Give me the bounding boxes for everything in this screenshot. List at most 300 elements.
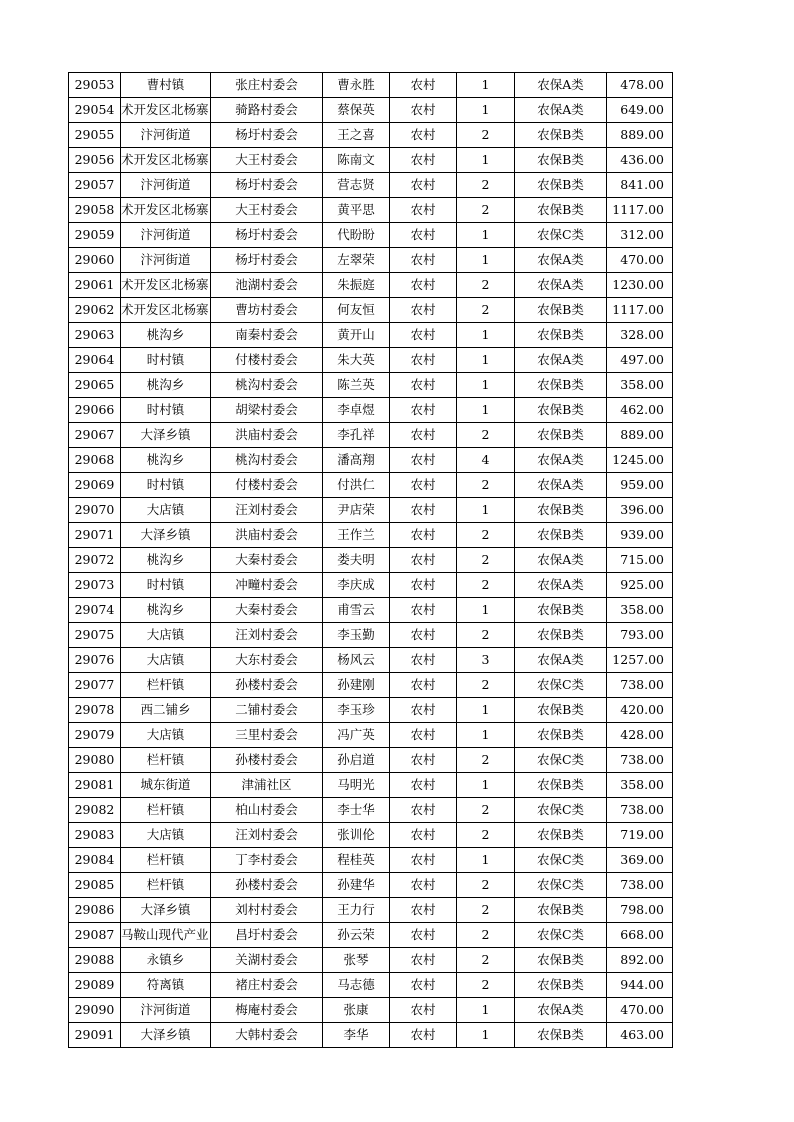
row-id-cell: 29066 [69, 398, 121, 423]
amount-cell: 428.00 [607, 723, 673, 748]
person-name-cell: 朱振庭 [323, 273, 390, 298]
village-cell: 冲疃村委会 [211, 573, 323, 598]
table-row [69, 473, 673, 498]
person-name-cell: 孙建华 [323, 873, 390, 898]
town-cell: 时村镇 [121, 573, 211, 598]
row-id-cell: 29090 [69, 998, 121, 1023]
area-type-cell: 农村 [390, 198, 457, 223]
village-cell: 汪刘村委会 [211, 623, 323, 648]
insurance-class-cell: 农保B类 [515, 723, 607, 748]
insurance-class-cell: 农保A类 [515, 248, 607, 273]
amount-cell: 1117.00 [607, 198, 673, 223]
amount-cell: 1117.00 [607, 298, 673, 323]
row-id-cell: 29069 [69, 473, 121, 498]
village-cell: 大王村委会 [211, 198, 323, 223]
insurance-class-cell: 农保C类 [515, 748, 607, 773]
person-name-cell: 曹永胜 [323, 73, 390, 98]
town-cell: 大泽乡镇 [121, 1023, 211, 1048]
table-row [69, 98, 673, 123]
insurance-class-cell: 农保B类 [515, 498, 607, 523]
area-type-cell: 农村 [390, 623, 457, 648]
table-row [69, 73, 673, 98]
table-row [69, 823, 673, 848]
household-count-cell: 1 [457, 223, 515, 248]
town-cell: 桃沟乡 [121, 548, 211, 573]
amount-cell: 1257.00 [607, 648, 673, 673]
household-count-cell: 2 [457, 298, 515, 323]
table-row [69, 148, 673, 173]
household-count-cell: 1 [457, 1023, 515, 1048]
row-id-cell: 29075 [69, 623, 121, 648]
row-id-cell: 29088 [69, 948, 121, 973]
town-cell: 大店镇 [121, 498, 211, 523]
area-type-cell: 农村 [390, 373, 457, 398]
area-type-cell: 农村 [390, 223, 457, 248]
area-type-cell: 农村 [390, 773, 457, 798]
row-id-cell: 29063 [69, 323, 121, 348]
insurance-class-cell: 农保B类 [515, 298, 607, 323]
household-count-cell: 1 [457, 323, 515, 348]
insurance-class-cell: 农保B类 [515, 323, 607, 348]
person-name-cell: 孙云荣 [323, 923, 390, 948]
village-cell: 大王村委会 [211, 148, 323, 173]
town-cell: 城东街道 [121, 773, 211, 798]
person-name-cell: 付洪仁 [323, 473, 390, 498]
amount-cell: 959.00 [607, 473, 673, 498]
household-count-cell: 2 [457, 423, 515, 448]
insurance-class-cell: 农保B类 [515, 598, 607, 623]
area-type-cell: 农村 [390, 973, 457, 998]
row-id-cell: 29071 [69, 523, 121, 548]
person-name-cell: 尹店荣 [323, 498, 390, 523]
area-type-cell: 农村 [390, 923, 457, 948]
insurance-class-cell: 农保C类 [515, 873, 607, 898]
village-cell: 孙楼村委会 [211, 873, 323, 898]
household-count-cell: 2 [457, 748, 515, 773]
amount-cell: 738.00 [607, 798, 673, 823]
insurance-class-cell: 农保C类 [515, 223, 607, 248]
area-type-cell: 农村 [390, 798, 457, 823]
person-name-cell: 陈兰英 [323, 373, 390, 398]
table-row [69, 873, 673, 898]
person-name-cell: 潘高翔 [323, 448, 390, 473]
area-type-cell: 农村 [390, 698, 457, 723]
area-type-cell: 农村 [390, 323, 457, 348]
town-cell: 时村镇 [121, 473, 211, 498]
table-row [69, 848, 673, 873]
household-count-cell: 2 [457, 473, 515, 498]
person-name-cell: 程桂英 [323, 848, 390, 873]
village-cell: 杨圩村委会 [211, 123, 323, 148]
town-cell: 汴河街道 [121, 998, 211, 1023]
insurance-class-cell: 农保B类 [515, 1023, 607, 1048]
row-id-cell: 29084 [69, 848, 121, 873]
insurance-class-cell: 农保A类 [515, 448, 607, 473]
person-name-cell: 左翠荣 [323, 248, 390, 273]
person-name-cell: 黄开山 [323, 323, 390, 348]
village-cell: 胡梁村委会 [211, 398, 323, 423]
table-row [69, 198, 673, 223]
amount-cell: 328.00 [607, 323, 673, 348]
amount-cell: 738.00 [607, 873, 673, 898]
area-type-cell: 农村 [390, 498, 457, 523]
household-count-cell: 1 [457, 398, 515, 423]
household-count-cell: 2 [457, 548, 515, 573]
person-name-cell: 马明光 [323, 773, 390, 798]
town-cell: 栏杆镇 [121, 873, 211, 898]
insurance-class-cell: 农保B类 [515, 898, 607, 923]
person-name-cell: 王力行 [323, 898, 390, 923]
area-type-cell: 农村 [390, 948, 457, 973]
village-cell: 桃沟村委会 [211, 373, 323, 398]
household-count-cell: 1 [457, 98, 515, 123]
village-cell: 梅庵村委会 [211, 998, 323, 1023]
town-cell: 栏杆镇 [121, 848, 211, 873]
area-type-cell: 农村 [390, 523, 457, 548]
amount-cell: 649.00 [607, 98, 673, 123]
row-id-cell: 29070 [69, 498, 121, 523]
amount-cell: 358.00 [607, 598, 673, 623]
table-row [69, 423, 673, 448]
row-id-cell: 29080 [69, 748, 121, 773]
insurance-class-cell: 农保C类 [515, 673, 607, 698]
area-type-cell: 农村 [390, 398, 457, 423]
insurance-class-cell: 农保A类 [515, 573, 607, 598]
area-type-cell: 农村 [390, 98, 457, 123]
town-cell: 大泽乡镇 [121, 523, 211, 548]
person-name-cell: 李玉珍 [323, 698, 390, 723]
table-body [69, 73, 673, 1048]
town-cell: 时村镇 [121, 348, 211, 373]
town-cell: 汴河街道 [121, 173, 211, 198]
row-id-cell: 29082 [69, 798, 121, 823]
row-id-cell: 29077 [69, 673, 121, 698]
row-id-cell: 29058 [69, 198, 121, 223]
table-row [69, 573, 673, 598]
insurance-class-cell: 农保A类 [515, 473, 607, 498]
town-cell: 汴河街道 [121, 123, 211, 148]
person-name-cell: 杨风云 [323, 648, 390, 673]
household-count-cell: 1 [457, 698, 515, 723]
area-type-cell: 农村 [390, 748, 457, 773]
village-cell: 刘村村委会 [211, 898, 323, 923]
person-name-cell: 孙建刚 [323, 673, 390, 698]
village-cell: 大秦村委会 [211, 598, 323, 623]
amount-cell: 1245.00 [607, 448, 673, 473]
household-count-cell: 2 [457, 123, 515, 148]
village-cell: 杨圩村委会 [211, 248, 323, 273]
household-count-cell: 1 [457, 498, 515, 523]
amount-cell: 719.00 [607, 823, 673, 848]
village-cell: 三里村委会 [211, 723, 323, 748]
town-cell: 术开发区北杨寨 [121, 273, 211, 298]
household-count-cell: 2 [457, 973, 515, 998]
household-count-cell: 2 [457, 173, 515, 198]
village-cell: 柏山村委会 [211, 798, 323, 823]
table-row [69, 173, 673, 198]
town-cell: 术开发区北杨寨 [121, 298, 211, 323]
table-row [69, 523, 673, 548]
row-id-cell: 29087 [69, 923, 121, 948]
insurance-class-cell: 农保C类 [515, 798, 607, 823]
amount-cell: 889.00 [607, 423, 673, 448]
row-id-cell: 29060 [69, 248, 121, 273]
table-row [69, 923, 673, 948]
insurance-class-cell: 农保A类 [515, 73, 607, 98]
insurance-class-cell: 农保B类 [515, 173, 607, 198]
person-name-cell: 营志贤 [323, 173, 390, 198]
town-cell: 汴河街道 [121, 223, 211, 248]
village-cell: 洪庙村委会 [211, 523, 323, 548]
household-count-cell: 1 [457, 723, 515, 748]
amount-cell: 841.00 [607, 173, 673, 198]
area-type-cell: 农村 [390, 173, 457, 198]
insurance-class-cell: 农保B类 [515, 423, 607, 448]
row-id-cell: 29068 [69, 448, 121, 473]
amount-cell: 889.00 [607, 123, 673, 148]
village-cell: 池湖村委会 [211, 273, 323, 298]
person-name-cell: 李玉勤 [323, 623, 390, 648]
household-count-cell: 2 [457, 573, 515, 598]
person-name-cell: 王作兰 [323, 523, 390, 548]
village-cell: 杨圩村委会 [211, 173, 323, 198]
town-cell: 时村镇 [121, 398, 211, 423]
town-cell: 大店镇 [121, 623, 211, 648]
row-id-cell: 29064 [69, 348, 121, 373]
table-row [69, 548, 673, 573]
area-type-cell: 农村 [390, 648, 457, 673]
household-count-cell: 2 [457, 523, 515, 548]
insurance-class-cell: 农保B类 [515, 698, 607, 723]
row-id-cell: 29059 [69, 223, 121, 248]
insurance-class-cell: 农保B类 [515, 823, 607, 848]
household-count-cell: 1 [457, 598, 515, 623]
area-type-cell: 农村 [390, 248, 457, 273]
table-row [69, 348, 673, 373]
village-cell: 大秦村委会 [211, 548, 323, 573]
row-id-cell: 29089 [69, 973, 121, 998]
village-cell: 南秦村委会 [211, 323, 323, 348]
town-cell: 术开发区北杨寨 [121, 148, 211, 173]
person-name-cell: 黄平思 [323, 198, 390, 223]
village-cell: 褚庄村委会 [211, 973, 323, 998]
amount-cell: 470.00 [607, 998, 673, 1023]
table-row [69, 398, 673, 423]
person-name-cell: 何友恒 [323, 298, 390, 323]
row-id-cell: 29079 [69, 723, 121, 748]
row-id-cell: 29073 [69, 573, 121, 598]
person-name-cell: 李庆成 [323, 573, 390, 598]
area-type-cell: 农村 [390, 1023, 457, 1048]
area-type-cell: 农村 [390, 73, 457, 98]
amount-cell: 470.00 [607, 248, 673, 273]
village-cell: 杨圩村委会 [211, 223, 323, 248]
person-name-cell: 朱大英 [323, 348, 390, 373]
household-count-cell: 2 [457, 673, 515, 698]
household-count-cell: 1 [457, 998, 515, 1023]
area-type-cell: 农村 [390, 848, 457, 873]
area-type-cell: 农村 [390, 473, 457, 498]
area-type-cell: 农村 [390, 273, 457, 298]
row-id-cell: 29062 [69, 298, 121, 323]
household-count-cell: 2 [457, 923, 515, 948]
amount-cell: 396.00 [607, 498, 673, 523]
household-count-cell: 2 [457, 273, 515, 298]
table-row [69, 973, 673, 998]
village-cell: 大韩村委会 [211, 1023, 323, 1048]
village-cell: 桃沟村委会 [211, 448, 323, 473]
row-id-cell: 29072 [69, 548, 121, 573]
town-cell: 马鞍山现代产业 [121, 923, 211, 948]
amount-cell: 420.00 [607, 698, 673, 723]
row-id-cell: 29065 [69, 373, 121, 398]
household-count-cell: 1 [457, 248, 515, 273]
area-type-cell: 农村 [390, 898, 457, 923]
town-cell: 桃沟乡 [121, 598, 211, 623]
row-id-cell: 29076 [69, 648, 121, 673]
table-row [69, 223, 673, 248]
table-row [69, 448, 673, 473]
row-id-cell: 29054 [69, 98, 121, 123]
person-name-cell: 马志德 [323, 973, 390, 998]
person-name-cell: 娄夫明 [323, 548, 390, 573]
area-type-cell: 农村 [390, 598, 457, 623]
area-type-cell: 农村 [390, 998, 457, 1023]
person-name-cell: 李卓煜 [323, 398, 390, 423]
village-cell: 关湖村委会 [211, 948, 323, 973]
insurance-class-cell: 农保B类 [515, 973, 607, 998]
person-name-cell: 张琴 [323, 948, 390, 973]
household-count-cell: 2 [457, 873, 515, 898]
person-name-cell: 冯广英 [323, 723, 390, 748]
table-row [69, 723, 673, 748]
town-cell: 术开发区北杨寨 [121, 98, 211, 123]
amount-cell: 798.00 [607, 898, 673, 923]
table-row [69, 498, 673, 523]
table-row [69, 273, 673, 298]
amount-cell: 925.00 [607, 573, 673, 598]
amount-cell: 668.00 [607, 923, 673, 948]
insurance-class-cell: 农保C类 [515, 923, 607, 948]
row-id-cell: 29078 [69, 698, 121, 723]
table-row [69, 748, 673, 773]
area-type-cell: 农村 [390, 348, 457, 373]
insurance-class-cell: 农保A类 [515, 998, 607, 1023]
table-row [69, 673, 673, 698]
amount-cell: 463.00 [607, 1023, 673, 1048]
household-count-cell: 1 [457, 148, 515, 173]
person-name-cell: 王之喜 [323, 123, 390, 148]
town-cell: 桃沟乡 [121, 448, 211, 473]
table-row [69, 798, 673, 823]
row-id-cell: 29055 [69, 123, 121, 148]
area-type-cell: 农村 [390, 723, 457, 748]
table-row [69, 773, 673, 798]
town-cell: 术开发区北杨寨 [121, 198, 211, 223]
amount-cell: 312.00 [607, 223, 673, 248]
insurance-class-cell: 农保B类 [515, 123, 607, 148]
row-id-cell: 29074 [69, 598, 121, 623]
insurance-class-cell: 农保A类 [515, 273, 607, 298]
person-name-cell: 李华 [323, 1023, 390, 1048]
household-count-cell: 3 [457, 648, 515, 673]
person-name-cell: 李士华 [323, 798, 390, 823]
row-id-cell: 29085 [69, 873, 121, 898]
insurance-class-cell: 农保C类 [515, 848, 607, 873]
village-cell: 骑路村委会 [211, 98, 323, 123]
person-name-cell: 甫雪云 [323, 598, 390, 623]
table-row [69, 698, 673, 723]
row-id-cell: 29083 [69, 823, 121, 848]
village-cell: 丁李村委会 [211, 848, 323, 873]
amount-cell: 497.00 [607, 348, 673, 373]
area-type-cell: 农村 [390, 873, 457, 898]
insurance-class-cell: 农保B类 [515, 623, 607, 648]
household-count-cell: 2 [457, 948, 515, 973]
town-cell: 大店镇 [121, 648, 211, 673]
village-cell: 孙楼村委会 [211, 673, 323, 698]
insurance-class-cell: 农保B类 [515, 373, 607, 398]
town-cell: 栏杆镇 [121, 798, 211, 823]
person-name-cell: 代盼盼 [323, 223, 390, 248]
town-cell: 永镇乡 [121, 948, 211, 973]
household-count-cell: 2 [457, 198, 515, 223]
table-row [69, 298, 673, 323]
amount-cell: 358.00 [607, 773, 673, 798]
row-id-cell: 29061 [69, 273, 121, 298]
household-count-cell: 4 [457, 448, 515, 473]
row-id-cell: 29086 [69, 898, 121, 923]
insurance-class-cell: 农保A类 [515, 648, 607, 673]
person-name-cell: 蔡保英 [323, 98, 390, 123]
amount-cell: 738.00 [607, 673, 673, 698]
table-row [69, 623, 673, 648]
town-cell: 栏杆镇 [121, 673, 211, 698]
household-count-cell: 2 [457, 623, 515, 648]
person-name-cell: 孙启道 [323, 748, 390, 773]
row-id-cell: 29091 [69, 1023, 121, 1048]
household-count-cell: 1 [457, 73, 515, 98]
insurance-class-cell: 农保A类 [515, 348, 607, 373]
insurance-class-cell: 农保B类 [515, 773, 607, 798]
village-cell: 昌圩村委会 [211, 923, 323, 948]
row-id-cell: 29067 [69, 423, 121, 448]
area-type-cell: 农村 [390, 423, 457, 448]
area-type-cell: 农村 [390, 298, 457, 323]
village-cell: 曹坊村委会 [211, 298, 323, 323]
town-cell: 曹村镇 [121, 73, 211, 98]
amount-cell: 1230.00 [607, 273, 673, 298]
table-row [69, 598, 673, 623]
row-id-cell: 29056 [69, 148, 121, 173]
area-type-cell: 农村 [390, 673, 457, 698]
amount-cell: 462.00 [607, 398, 673, 423]
amount-cell: 793.00 [607, 623, 673, 648]
village-cell: 大东村委会 [211, 648, 323, 673]
area-type-cell: 农村 [390, 823, 457, 848]
person-name-cell: 张训伦 [323, 823, 390, 848]
town-cell: 栏杆镇 [121, 748, 211, 773]
village-cell: 二铺村委会 [211, 698, 323, 723]
insurance-class-cell: 农保B类 [515, 398, 607, 423]
town-cell: 大泽乡镇 [121, 898, 211, 923]
insurance-class-cell: 农保B类 [515, 948, 607, 973]
amount-cell: 369.00 [607, 848, 673, 873]
amount-cell: 892.00 [607, 948, 673, 973]
village-cell: 付楼村委会 [211, 348, 323, 373]
table-row [69, 123, 673, 148]
amount-cell: 478.00 [607, 73, 673, 98]
